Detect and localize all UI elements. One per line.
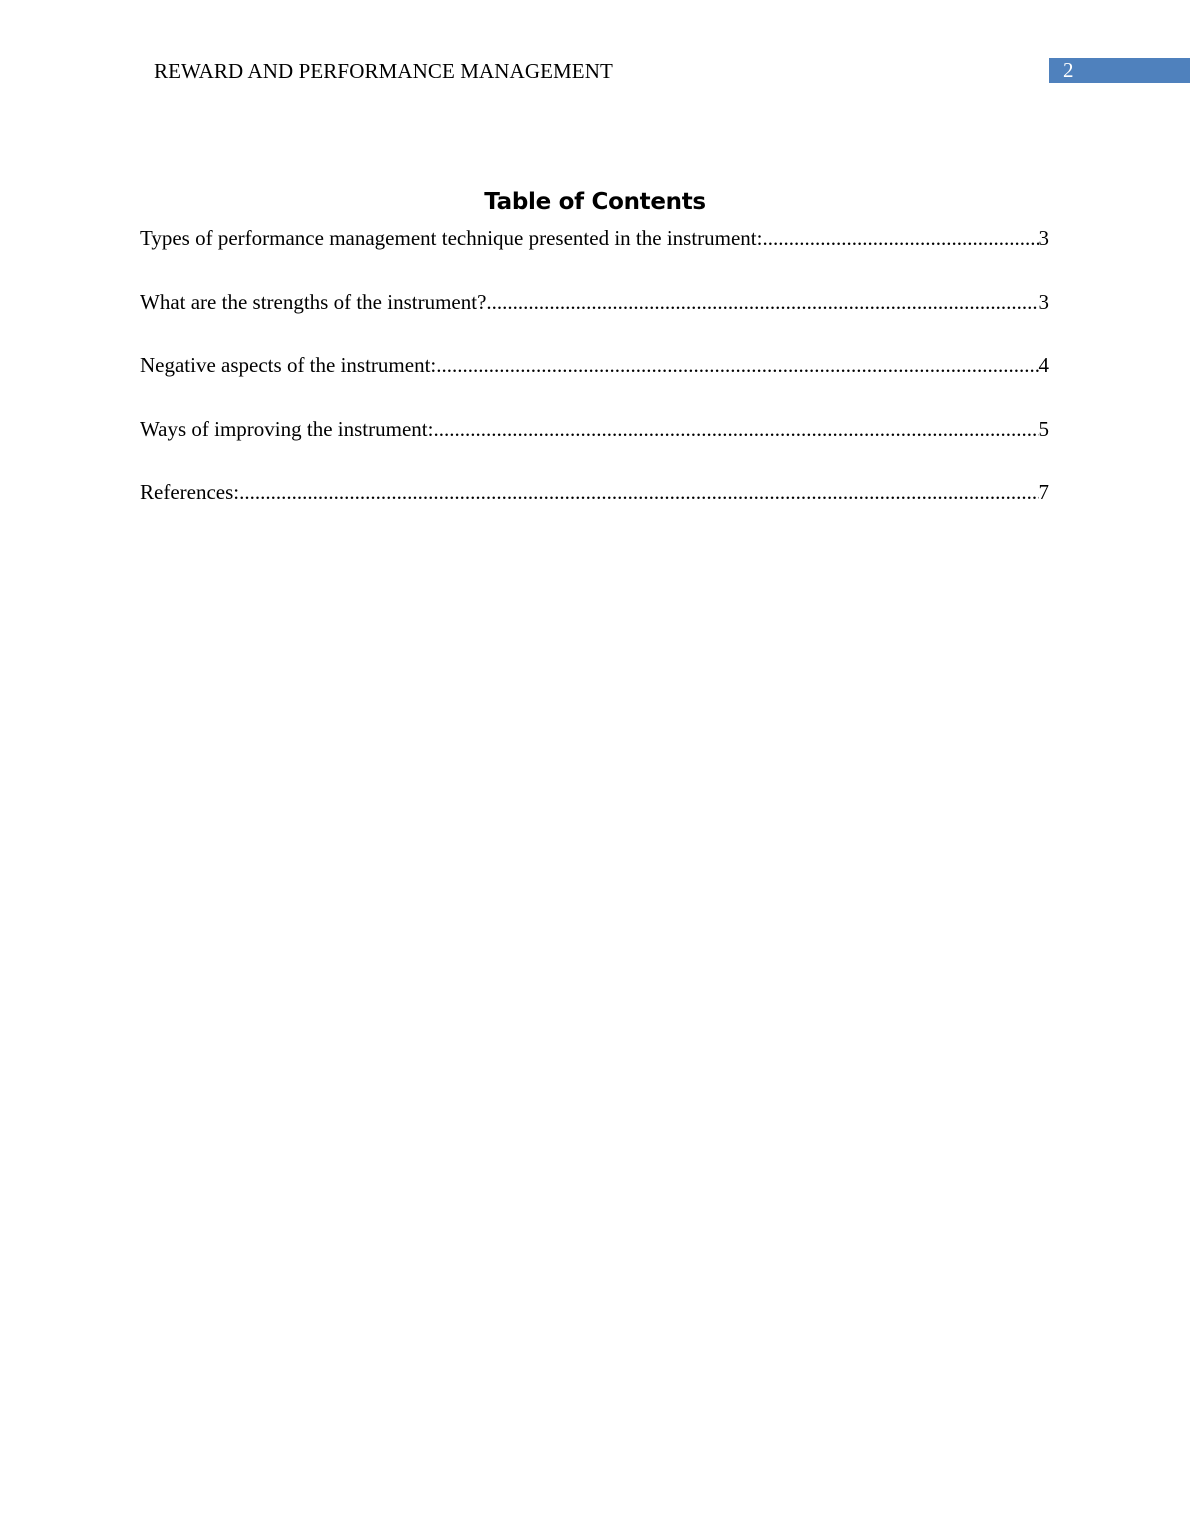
toc-entry-label: Types of performance management technique presented in the instrument: [140,226,763,250]
toc-entry-label: What are the strengths of the instrument? [140,289,487,314]
toc-dot-leader [436,351,1038,379]
toc-dot-leader [762,224,1038,252]
toc-entry-page: 5 [1038,416,1049,441]
toc-entry-negative-aspects[interactable] [140,351,1049,415]
toc-dot-leader [239,478,1038,506]
page-number-badge [1049,58,1190,83]
toc-entry-strengths[interactable] [140,288,1049,352]
running-header-title: REWARD AND PERFORMANCE MANAGEMENT [154,59,613,83]
toc-entry-label: Ways of improving the instrument: [140,416,434,441]
page-number: 2 [1063,58,1074,82]
toc-entry-page: 3 [1038,289,1049,314]
toc-entry-page: 7 [1038,480,1049,504]
toc-dot-leader [486,288,1038,316]
toc-entry-types[interactable] [140,224,1049,288]
toc-entry-page: 3 [1038,226,1049,250]
toc-entry-page: 4 [1038,353,1049,377]
toc-heading: Table of Contents [484,189,706,215]
toc-dot-leader [433,415,1038,443]
toc-entry-label: References: [140,480,240,504]
toc-list [140,224,1049,542]
toc-entry-label: Negative aspects of the instrument: [140,353,437,377]
toc-entry-references[interactable] [140,478,1049,542]
toc-entry-improving[interactable] [140,415,1049,479]
